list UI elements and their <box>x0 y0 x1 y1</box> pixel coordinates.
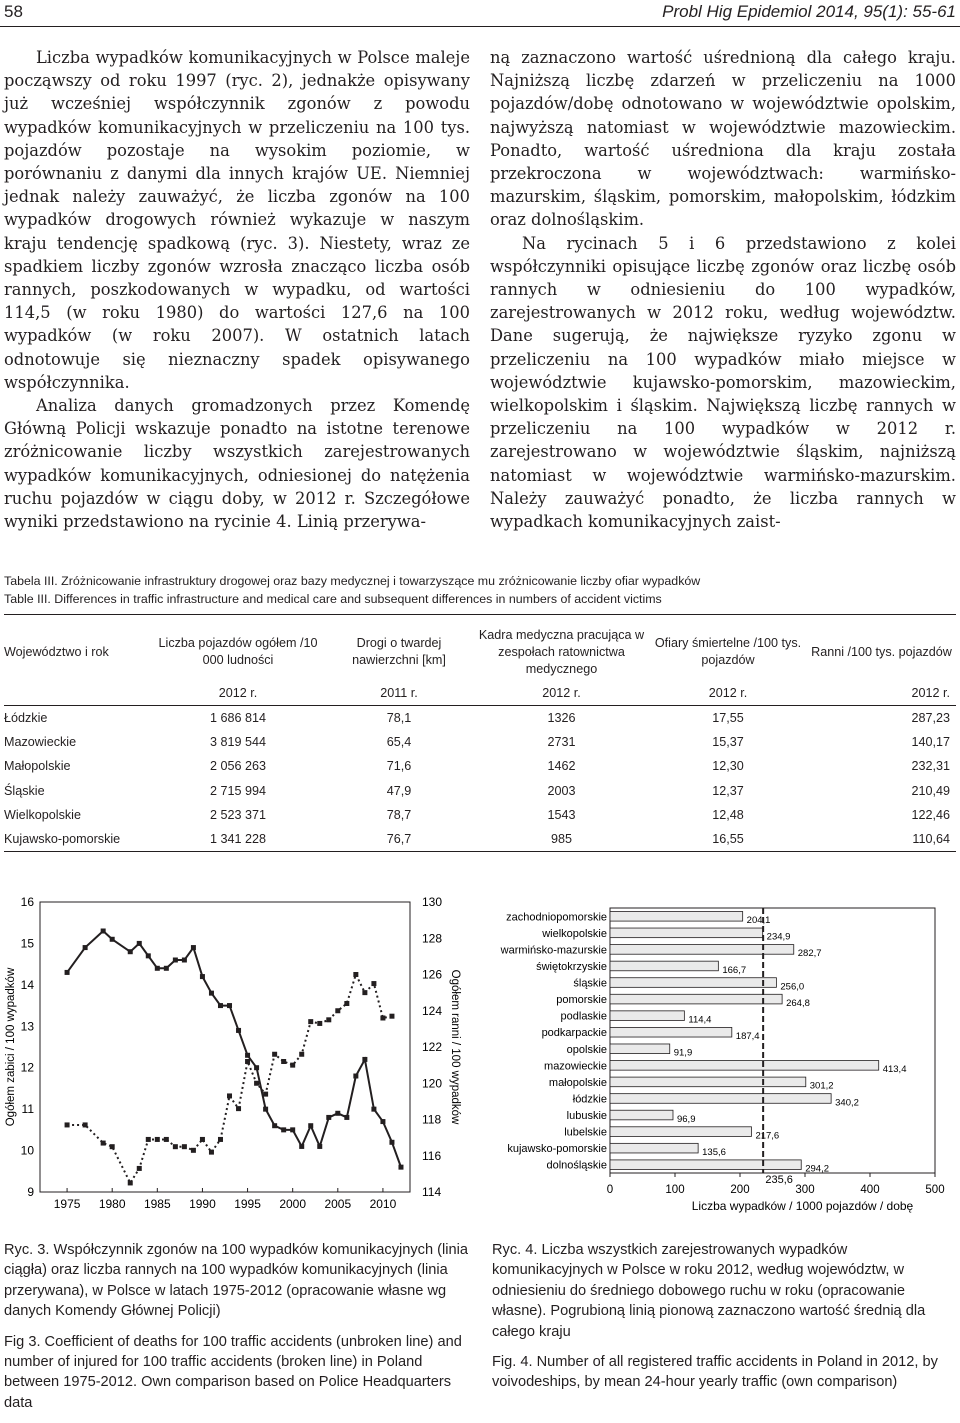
data-point-deaths <box>263 1107 268 1112</box>
figure-3-caption <box>4 1240 470 1423</box>
data-point-injured <box>218 1137 223 1142</box>
table-cell: 2012 r. <box>152 681 324 706</box>
data-point-deaths <box>209 991 214 996</box>
data-point-deaths <box>191 945 196 950</box>
x-tick-label: 1980 <box>98 1197 126 1211</box>
bar-value-label: 301,2 <box>809 1080 834 1092</box>
bar <box>610 1143 698 1153</box>
data-point-deaths <box>137 941 142 946</box>
bar <box>610 978 776 988</box>
category-label: pomorskie <box>556 994 607 1007</box>
table-cell: 78,1 <box>386 711 412 726</box>
data-point-injured <box>227 1093 232 1098</box>
table-caption-pl: Tabela III. Zróżnicowanie infrastruktury drogowej oraz bazy medycznej i towarzyszące mu zróżnicowanie liczby ofiar wypadków <box>4 574 701 588</box>
table-cell: 1 686 814 <box>209 711 267 726</box>
data-point-injured <box>110 1144 115 1149</box>
table-row <box>4 779 956 803</box>
data-point-injured <box>200 1137 205 1142</box>
table-cell: 1543 <box>547 807 576 822</box>
table-header: Województwo i rok <box>4 644 109 659</box>
bar <box>610 928 763 938</box>
bar <box>610 961 718 971</box>
table-cell <box>4 681 152 706</box>
data-point-injured <box>155 1137 160 1142</box>
table-caption-en: Table III. Differences in traffic infrastructure and medical care and subsequent differences in numbers of accident victims <box>4 592 662 606</box>
data-point-deaths <box>398 1165 403 1170</box>
category-label: podlaskie <box>560 1010 607 1023</box>
data-point-injured <box>290 1063 295 1068</box>
data-point-injured <box>335 1008 340 1013</box>
table-cell: 1462 <box>547 759 576 774</box>
y-right-axis-label: Ogółem ranni / 100 wypadków <box>449 969 461 1125</box>
table-cell: 12,37 <box>712 783 744 798</box>
bar <box>610 1061 879 1071</box>
table-cell: 210,49 <box>911 783 950 798</box>
y-left-tick-label: 10 <box>20 1143 34 1158</box>
data-point-injured <box>146 1137 151 1142</box>
table-cell: 2011 r. <box>324 681 474 706</box>
x-tick-label: 300 <box>795 1184 815 1196</box>
data-point-deaths <box>155 966 160 971</box>
bar <box>610 1011 684 1021</box>
y-right-tick-label: 122 <box>422 1040 443 1054</box>
x-tick-label: 2010 <box>369 1197 397 1211</box>
bar-value-label: 340,2 <box>835 1097 859 1109</box>
data-point-deaths <box>308 1123 313 1128</box>
data-point-injured <box>128 1180 133 1185</box>
data-point-injured <box>371 981 376 986</box>
table-cell: 16,55 <box>649 827 807 852</box>
bar <box>610 1044 670 1054</box>
table-row <box>4 803 956 827</box>
bar-value-label: 96,9 <box>676 1113 696 1125</box>
table-row <box>4 827 956 852</box>
table-cell: 71,6 <box>386 759 412 774</box>
category-label: małopolskie <box>548 1076 607 1089</box>
data-point-deaths <box>380 1119 385 1124</box>
journal-citation: Probl Hig Epidemiol 2014, 95(1): 55-61 <box>662 2 956 21</box>
data-point-injured <box>308 1019 313 1024</box>
category-label: lubelskie <box>564 1126 607 1139</box>
bar-value-label: 204,1 <box>746 915 771 927</box>
figure-caption-pl: Ryc. 4. Liczba wszystkich zarejestrowanych wypadków komunikacyjnych w Polsce w roku 2012, według województw, w odniesieniu do średniego dobowego ruchu w roku (opracowanie własne). Pogrubioną linią pionową zaznaczono wartość średnią dla całego kraju <box>492 1242 926 1340</box>
bar <box>610 994 782 1004</box>
y-left-tick-label: 11 <box>21 1102 34 1117</box>
data-point-deaths <box>227 1003 232 1008</box>
left-column <box>4 46 470 533</box>
table-cell: 2731 <box>547 735 576 750</box>
data-point-deaths <box>128 949 133 954</box>
paragraph: Analiza danych gromadzonych przez Komendę Główną Policji wskazuje ponadto na istotne terenowe zróżnicowanie liczby wszystkich zarejestrowanych wypadków komunikacyjnych, odniesionej do natężenia ruchu pojazdów w ciągu doby, w 2012 r. Szczegółowe wyniki przedstawiono na rycinie 4. Linią przerywa- <box>4 396 470 532</box>
data-point-injured <box>380 1016 385 1021</box>
bar <box>610 1027 732 1037</box>
data-point-injured <box>389 1014 394 1019</box>
x-tick-label: 1985 <box>143 1197 171 1211</box>
data-point-deaths <box>65 970 70 975</box>
table-top-rule <box>4 614 956 615</box>
paragraph: Liczba wypadków komunikacyjnych w Polsce maleje począwszy od roku 1997 (ryc. 2), jednakże opisywany już wcześniej współczynnik zgonów z powodu wypadków komunikacyjnych w przeliczeniu na 100 tys. pojazdów pozostaje na wysokim poziomie, w porównaniu z danymi dla innych krajów UE. Niemniej jednak należy zauważyć, że liczba zgonów na 100 wypadków drogowych również wykazuje w naszym kraju tendencję spadkową (ryc. 3). Niestety, wraz ze spadkiem liczby zgonów wzrosła znacząco liczba osób rannych, poszkodowanych w wypadku, od wartości 114,5 (w roku 1980) do wartości 127,6 na 100 wypadków (w roku 2007). W ostatnich latach odnotowuje się nieznaczny spadek opisywanego współczynnika. <box>4 48 470 392</box>
category-label: lubuskie <box>566 1110 607 1123</box>
data-point-injured <box>65 1122 70 1127</box>
table-cell: 122,46 <box>911 807 950 822</box>
figure-caption-en: Fig. 4. Number of all registered traffic accidents in Poland in 2012, by voivodeships, by mean 24-hour yearly traffic (own comparison) <box>492 1354 938 1391</box>
paragraph: Na rycinach 5 i 6 przedstawiono z kolei współczynniki opisujące liczbę zgonów oraz liczbę osób rannych w odniesieniu do 100 wypadków, zarejestrowanych w 2012 roku, według województw. Dane sugerują, że największe ryzyko zgonu w przeliczeniu na 100 wypadków miało miejsce w województwie kujawsko-pomorskim, mazowieckim, wielkopolskim i śląskim. Największą liczbę rannych w przeliczeniu na 100 wypadków w 2012 r. zarejestrowano w województwie śląskim, najniższą natomiast w województwie warmińsko-mazurskim. Należy zauważyć ponadto, że liczba rannych w wypadkach komunikacyjnych zaist- <box>490 233 956 532</box>
x-tick-label: 1975 <box>53 1197 81 1211</box>
table-cell: 287,23 <box>911 711 950 726</box>
table-cell: 12,30 <box>712 759 744 774</box>
category-label: świętokrzyskie <box>536 960 607 973</box>
y-left-tick-label: 9 <box>27 1185 34 1199</box>
data-point-deaths <box>236 1028 241 1033</box>
data-point-deaths <box>317 1144 322 1149</box>
data-point-deaths <box>353 1074 358 1079</box>
data-point-deaths <box>389 1140 394 1145</box>
y-left-tick-label: 13 <box>20 1019 34 1034</box>
bar-value-label: 114,4 <box>688 1014 712 1026</box>
x-tick-label: 0 <box>606 1184 614 1196</box>
category-label: warmińsko-mazurskie <box>500 944 607 957</box>
y-left-tick-label: 12 <box>20 1060 34 1075</box>
data-point-injured <box>164 1137 169 1142</box>
table-cell: 78,7 <box>386 807 412 822</box>
y-right-tick-label: 114 <box>422 1185 442 1199</box>
data-point-deaths <box>245 1053 250 1058</box>
table-cell: Łódzkie <box>4 711 48 726</box>
y-left-tick-label: 14 <box>20 977 34 992</box>
data-point-deaths <box>200 974 205 979</box>
data-point-injured <box>245 1059 250 1064</box>
table-row <box>4 730 956 754</box>
data-point-deaths <box>326 1115 331 1120</box>
bar <box>610 1127 751 1137</box>
bar-value-label: 166,7 <box>722 964 747 976</box>
data-point-deaths <box>299 1144 304 1149</box>
x-tick-label: 1990 <box>189 1197 216 1211</box>
data-point-deaths <box>362 1057 367 1062</box>
table-cell: 2012 r. <box>649 681 807 706</box>
data-point-injured <box>173 1144 178 1149</box>
y-right-tick-label: 116 <box>422 1148 442 1163</box>
table-header: Ranni /100 tys. pojazdów <box>811 644 952 659</box>
table-header-row <box>4 623 956 681</box>
table-cell: 2003 <box>547 783 576 798</box>
bar-value-label: 256,0 <box>780 981 805 993</box>
data-point-injured <box>191 1148 196 1153</box>
bar-value-label: 264,8 <box>786 997 810 1009</box>
bar <box>610 1160 801 1170</box>
category-label: opolskie <box>566 1043 607 1056</box>
table-cell: 17,55 <box>712 711 744 726</box>
data-point-deaths <box>182 958 187 963</box>
y-left-tick-label: 16 <box>20 895 34 909</box>
table-cell: 985 <box>474 827 649 852</box>
right-column <box>490 46 956 533</box>
bar-value-label: 282,7 <box>797 948 822 960</box>
table-cell: Małopolskie <box>4 759 71 774</box>
data-point-injured <box>182 1144 187 1149</box>
bar-value-label: 217,6 <box>755 1130 780 1142</box>
data-point-deaths <box>146 953 151 958</box>
bar <box>610 1110 673 1120</box>
data-point-deaths <box>344 1115 349 1120</box>
table-cell: 2012 r. <box>474 681 649 706</box>
table-cell: 2 715 994 <box>209 783 267 798</box>
category-label: śląskie <box>573 977 607 990</box>
x-tick-label: 500 <box>925 1184 945 1196</box>
data-point-injured <box>353 972 358 977</box>
figure-3-line-chart <box>0 880 480 1225</box>
bar <box>610 1077 806 1087</box>
figure-caption-pl: Ryc. 3. Współczynnik zgonów na 100 wypadków komunikacyjnych (linia ciągła) oraz liczba rannych na 100 wypadków komunikacyjnych (linia przerywana), w Polsce w latach 1975-2012 (opracowanie własne wg danych Komendy Głównej Policji) <box>4 1242 468 1320</box>
data-point-injured <box>101 1141 106 1146</box>
data-point-injured <box>254 1081 259 1086</box>
data-point-injured <box>362 990 367 995</box>
bar-value-label: 294,2 <box>805 1163 830 1175</box>
table-cell: Śląskie <box>4 783 45 798</box>
table-year-row <box>4 681 956 706</box>
data-point-deaths <box>335 1111 340 1116</box>
table-cell: 1326 <box>547 711 576 726</box>
data-point-deaths <box>110 937 115 942</box>
page-number: 58 <box>4 2 23 21</box>
table-header: Kadra medyczna pracująca w zespołach ratownictwa medycznego <box>478 627 645 676</box>
table-cell: 15,37 <box>712 735 744 750</box>
data-point-injured <box>281 1059 286 1064</box>
y-left-axis-label: Ogółem zabici / 100 wypadków <box>5 967 17 1127</box>
bar-value-label: 135,6 <box>702 1146 726 1158</box>
x-tick-label: 1995 <box>234 1197 261 1211</box>
bar-value-label: 234,9 <box>766 931 791 943</box>
table-cell: 47,9 <box>386 783 412 798</box>
plot-frame <box>40 902 410 1192</box>
table-cell: Mazowieckie <box>4 735 77 750</box>
table-header: Liczba pojazdów ogółem /10 000 ludności <box>158 636 318 667</box>
data-point-deaths <box>371 1107 376 1112</box>
paragraph: ną zaznaczono wartość uśrednioną dla całego kraju. Najniższą liczbę zdarzeń w przeliczeniu na 1000 pojazdów/dobę odnotowano w województwie opolskim, najwyższą natomiast w województwie mazowieckim. Ponadto, wartość uśredniona dla kraju została przekroczona w województwach: warmińsko-mazurskim, śląskim, pomorskim, małopolskim, łódzkim oraz dolnośląskim. <box>490 48 956 230</box>
x-tick-label: 400 <box>860 1184 880 1196</box>
y-right-tick-label: 118 <box>422 1112 442 1127</box>
y-right-tick-label: 124 <box>422 1003 443 1018</box>
data-point-deaths <box>254 1065 259 1070</box>
category-label: wielkopolskie <box>542 927 607 940</box>
bar <box>610 1094 831 1104</box>
data-point-injured <box>326 1017 331 1022</box>
table-cell: Kujawsko-pomorskie <box>4 827 152 852</box>
bar <box>610 911 743 921</box>
figure-4-caption <box>492 1240 956 1403</box>
data-point-deaths <box>164 966 169 971</box>
table-cell: 140,17 <box>911 735 950 750</box>
data-point-deaths <box>101 929 106 934</box>
y-right-tick-label: 126 <box>422 967 443 982</box>
data-point-deaths <box>218 1003 223 1008</box>
table-row <box>4 706 956 731</box>
table-cell: 2 523 371 <box>209 807 267 822</box>
series-solid-line <box>67 931 401 1167</box>
table-row <box>4 754 956 778</box>
data-point-injured <box>83 1122 88 1127</box>
y-right-tick-label: 120 <box>422 1076 443 1091</box>
figure-caption-en: Fig 3. Coefficient of deaths for 100 traffic accidents (unbroken line) and number of injured for 100 traffic accidents (broken line) in Poland between 1975-2012. Own comparison based on Police Headquarters data <box>4 1333 462 1411</box>
data-point-deaths <box>173 958 178 963</box>
y-right-tick-label: 128 <box>422 931 443 946</box>
x-axis-label: Liczba wypadków / 1000 pojazdów / dobę <box>691 1199 914 1213</box>
category-label: zachodniopomorskie <box>506 911 607 924</box>
table-cell: 1 341 228 <box>152 827 324 852</box>
figure-4-bar-chart <box>480 880 960 1225</box>
table-cell: 2012 r. <box>807 681 956 706</box>
data-point-deaths <box>281 1127 286 1132</box>
bar-value-label: 413,4 <box>882 1064 907 1076</box>
data-point-deaths <box>83 945 88 950</box>
data-point-injured <box>272 1052 277 1057</box>
category-label: dolnośląskie <box>546 1159 607 1172</box>
bar-value-label: 187,4 <box>735 1031 760 1043</box>
data-point-injured <box>317 1021 322 1026</box>
mean-value-label: 235,6 <box>765 1174 793 1186</box>
x-tick-label: 100 <box>665 1184 685 1196</box>
table-header: Drogi o twardej nawierzchni [km] <box>352 636 446 667</box>
data-point-injured <box>344 1001 349 1006</box>
data-point-injured <box>137 1166 142 1171</box>
table-cell: 76,7 <box>324 827 474 852</box>
table-cell: 110,64 <box>807 827 956 852</box>
category-label: mazowieckie <box>544 1060 607 1073</box>
table-cell: 2 056 263 <box>209 759 267 774</box>
data-point-injured <box>263 1092 268 1097</box>
data-point-injured <box>299 1052 304 1057</box>
category-label: podkarpackie <box>541 1027 607 1040</box>
table-cell: 232,31 <box>911 759 950 774</box>
table-cell: 65,4 <box>386 735 412 750</box>
category-label: łódzkie <box>572 1093 607 1106</box>
data-point-injured <box>236 1106 241 1111</box>
table-header: Ofiary śmiertelne /100 tys. pojazdów <box>654 636 802 667</box>
bar <box>610 945 794 955</box>
bar-value-label: 91,9 <box>673 1047 693 1059</box>
table-cell: 3 819 544 <box>209 735 267 750</box>
table-cell: 12,48 <box>712 807 744 822</box>
header-rule <box>0 26 960 27</box>
table-cell: Wielkopolskie <box>4 807 81 822</box>
table-3 <box>4 623 956 852</box>
data-point-injured <box>209 1150 214 1155</box>
data-point-deaths <box>290 1127 295 1132</box>
x-tick-label: 2005 <box>324 1197 352 1211</box>
y-right-tick-label: 130 <box>422 895 443 909</box>
category-label: kujawsko-pomorskie <box>507 1143 607 1156</box>
data-point-deaths <box>272 1123 277 1128</box>
x-tick-label: 2000 <box>279 1197 307 1211</box>
y-left-tick-label: 15 <box>20 936 34 951</box>
x-tick-label: 200 <box>730 1184 750 1196</box>
